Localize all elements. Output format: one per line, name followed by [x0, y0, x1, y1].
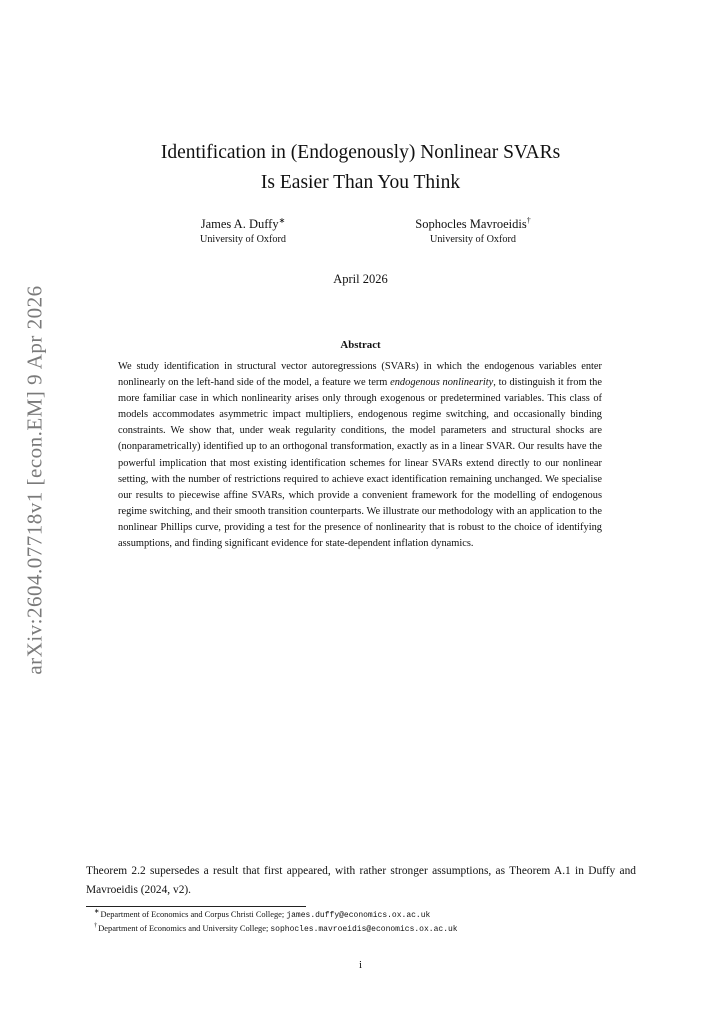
footnote-text: Department of Economics and Corpus Christi College;	[100, 910, 287, 919]
abstract-part-1: We study identification in structural vector autoregressions (SVARs) in which the endogenous variables enter nonlinearly on the left-hand side of the model, a feature we term	[118, 361, 602, 389]
author-name: James A. Duffy	[200, 217, 279, 231]
page-number: i	[358, 959, 363, 971]
theorem-note: Theorem 2.2 supersedes a result that first appeared, with rather stronger assumptions, as Theorem A.1 in Duffy and Mavroeidis (2024, v2).	[86, 865, 636, 896]
title-line-1: Identification in (Endogenously) Nonlinear SVARs	[160, 142, 561, 163]
footnote-1	[86, 909, 646, 923]
abstract-emphasis: endogenous nonlinearity	[390, 377, 494, 389]
title-line-2: Is Easier Than You Think	[260, 172, 461, 193]
footnote-text: Department of Economics and University College;	[98, 923, 271, 933]
abstract-text	[118, 359, 602, 552]
footnote-mark: ∗	[94, 908, 100, 916]
author-footnote-mark: ∗	[278, 215, 286, 225]
author-affiliation: University of Oxford	[429, 234, 516, 245]
footnote-mark: †	[94, 921, 98, 929]
footnote-rule	[86, 906, 306, 907]
arxiv-identifier-stamp: arXiv:2604.07718v1 [econ.EM] 9 Apr 2026	[22, 285, 47, 675]
paper-date: April 2026	[333, 272, 388, 286]
author-block-1	[168, 216, 318, 247]
footnote-2	[86, 923, 646, 937]
abstract-heading: Abstract	[340, 339, 381, 351]
footnote-email: sophocles.mavroeidis@economics.ox.ac.uk	[270, 924, 458, 934]
author-affiliation: University of Oxford	[199, 234, 286, 245]
author-name: Sophocles Mavroeidis	[415, 217, 527, 231]
abstract-part-2: , to distinguish it from the more familiar case in which nonlinearity arises only through exogenous or predetermined variables. This class of models accommodates asymmetric impact multipliers, endogenous regime switching, and occasionally binding constraints. We show that, under weak regularity conditions, the model parameters and structural shocks are (nonparametrically) identified up to an orthogonal transformation, exactly as in a linear SVAR. Our results have the powerful implication that most existing identification schemes for linear SVARs extend directly to our nonlinear setting, with the number of restrictions required to achieve exact identification remaining unchanged. We specialise our results to piecewise affine SVARs, which provide a convenient framework for the modelling of endogenous regime switching, and their smooth transition counterparts. We illustrate our methodology with an application to the nonlinear Phillips curve, providing a test for the presence of nonlinearity that is robust to the choice of identifying assumptions, and finding significant evidence for state-dependent inflation dynamics.	[118, 377, 602, 550]
paper-title	[0, 138, 721, 198]
author-footnote-mark: †	[526, 215, 531, 225]
footnote-email: james.duffy@economics.ox.ac.uk	[286, 911, 431, 920]
footnotes	[86, 909, 646, 936]
author-block-2	[388, 216, 558, 247]
